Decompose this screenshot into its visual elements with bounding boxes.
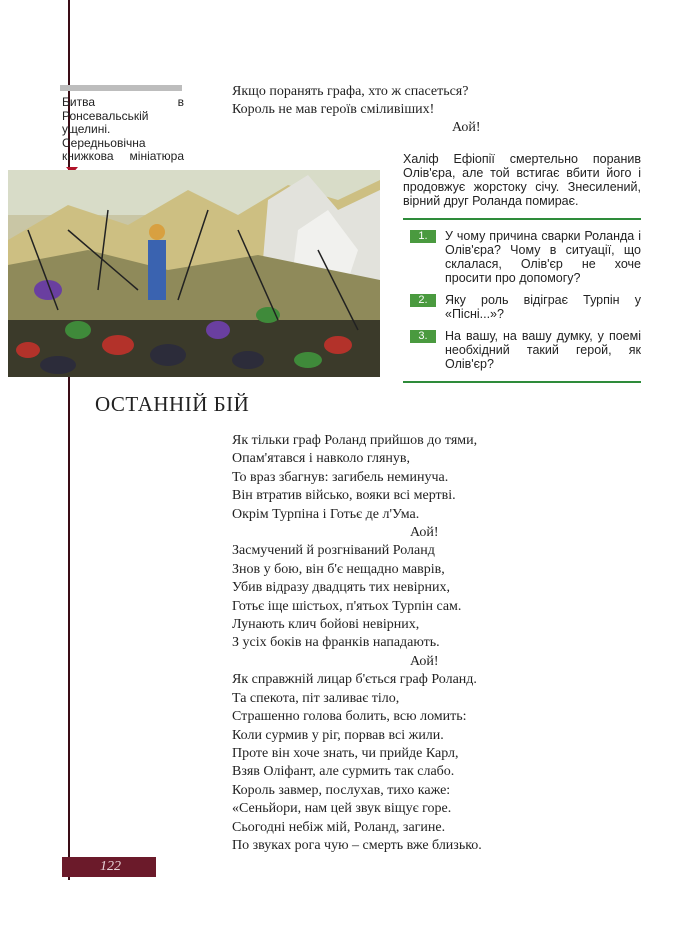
poem-line: Засмучений й розгніваний Роланд	[232, 543, 435, 559]
question-text: На вашу, на вашу думку, у поемі необхідний такий герой, як Олів'єр?	[445, 329, 641, 371]
summary-text: Халіф Ефіопії смертельно поранив Олів'єра, але той встигає вбити його і продовжує жорстоку січу. Знесилений, вірний друг Роланда помирає.	[403, 152, 641, 208]
poem-line: Як тільки граф Роланд прийшов до тями,	[232, 433, 478, 448]
poem-line: Лунають клич бойові невірних,	[232, 617, 420, 633]
poem-line: Окрім Турпіна і Готьє де л'Ума.	[232, 506, 420, 522]
poem-line: То враз збагнув: загибель неминуча.	[232, 469, 449, 485]
poem-line: Взяв Оліфант, але сурмить так слабо.	[232, 764, 455, 780]
image-caption	[62, 96, 184, 177]
poem-line: По звуках рога чую – смерть вже близько.	[232, 837, 482, 853]
battle-miniature-image	[8, 170, 380, 377]
question-item	[403, 293, 641, 321]
section-heading: ОСТАННІЙ БІЙ	[95, 392, 250, 416]
question-number: 1.	[410, 230, 436, 243]
verse-line: Король не мав героїв сміливіших!	[232, 102, 435, 117]
verse-refrain: Аой!	[452, 120, 481, 135]
poem-line: Страшенно голова болить, всю ломить:	[232, 709, 467, 725]
poem-line: Король завмер, послухав, тихо каже:	[232, 782, 451, 798]
poem-line: Коли сурмив у ріг, порвав всі жили.	[232, 727, 444, 743]
poem-line: «Сеньйори, нам цей звук віщує горе.	[232, 801, 452, 817]
questions-top-rule	[403, 218, 641, 220]
question-text: Яку роль відіграє Турпін у «Пісні...»?	[445, 293, 641, 321]
page-number: 122	[100, 859, 121, 874]
poem-line: Знов у бою, він б'є нещадно маврів,	[232, 561, 445, 577]
poem-line: Убив відразу двадцять тих невірних,	[232, 580, 450, 596]
question-number: 2.	[410, 294, 436, 307]
question-text: У чому причина сварки Роланда і Олів'єра? Чому в ситуації, що склалася, Олів'єр не хоче просити про допомогу?	[445, 229, 641, 285]
poem-line: Опам'ятався і навколо глянув,	[232, 451, 410, 467]
poem-line: Готьє іще шістьох, п'ятьох Турпін сам.	[232, 598, 462, 614]
poem-refrain: Аой!	[410, 653, 439, 669]
poem-line: Він втратив військо, вояки всі мертві.	[232, 488, 456, 504]
page-number-band	[62, 857, 156, 877]
poem-refrain: Аой!	[410, 525, 439, 541]
verse-line: Якщо поранять графа, хто ж спасеться?	[232, 84, 469, 99]
caption-text: Битва в Ронсевальській ущелині. Середньовічна книжкова мініатюра	[62, 95, 184, 163]
question-item	[403, 229, 641, 285]
poem	[232, 432, 532, 855]
caption-bar	[60, 85, 182, 91]
poem-line: Сьогодні небіж мій, Роланд, загине.	[232, 819, 446, 835]
questions-bottom-rule	[403, 381, 641, 383]
question-number: 3.	[410, 330, 436, 343]
top-verse	[232, 83, 532, 137]
poem-line: Та спекота, піт заливає тіло,	[232, 690, 400, 706]
poem-line: З усіх боків на франків нападають.	[232, 635, 440, 651]
question-item	[403, 329, 641, 371]
poem-line: Як справжній лицар б'ється граф Роланд.	[232, 672, 477, 688]
poem-line: Проте він хоче знать, чи прийде Карл,	[232, 745, 459, 761]
